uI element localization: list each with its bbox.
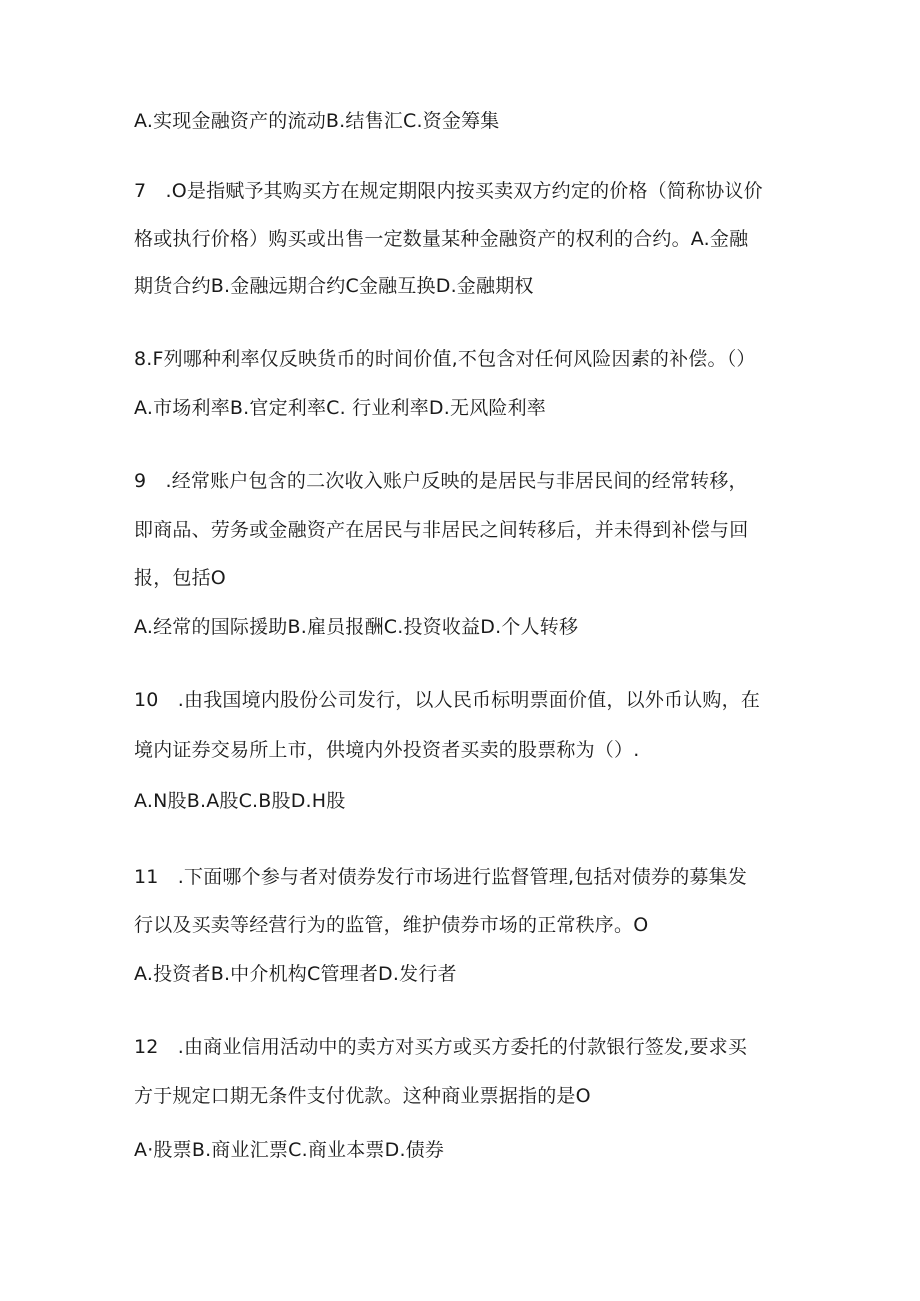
question-8-line-1: 8.F列哪种利率仅反映货币的时间价值,不包含对任何风险因素的补偿。（）: [134, 348, 756, 370]
question-11-line-1: 11 .下面哪个参与者对债券发行市场进行监督管理,包括对债券的募集发: [134, 866, 748, 888]
question-9-line-2: 即商品、劳务或金融资产在居民与非居民之间转移后，并未得到补偿与回: [134, 519, 749, 541]
question-12-line-1: 12 .由商业信用活动中的卖方对买方或买方委托的付款银行签发,要求买: [134, 1036, 748, 1058]
question-7-line-2: 格或执行价格）购买或出售一定数量某种金融资产的权利的合约。A.金融: [134, 228, 749, 250]
question-10-line-2: 境内证券交易所上市，供境内外投资者买卖的股票称为（）.: [134, 739, 640, 761]
question-7-line-3: 期货合约B.金融远期合约C金融互换D.金融期权: [134, 275, 534, 297]
answer-options-9: A.经常的国际援助B.雇员报酬C.投资收益D.个人转移: [134, 616, 579, 638]
question-9-line-1: 9 .经常账户包含的二次收入账户反映的是居民与非居民间的经常转移，: [134, 470, 748, 492]
question-7-line-1: 7 .O是指赋予其购买方在规定期限内按买卖双方约定的价格（简称协议价: [134, 180, 763, 202]
question-11-line-2: 行以及买卖等经营行为的监管，维护债券市场的正常秩序。O: [134, 914, 649, 936]
answer-options-6: A.实现金融资产的流动B.结售汇C.资金筹集: [134, 110, 500, 132]
question-9-line-3: 报，包括O: [134, 567, 226, 589]
answer-options-8: A.市场利率B.官定利率C. 行业利率D.无风险利率: [134, 397, 546, 419]
question-12-line-2: 方于规定口期无条件支付优款。这种商业票据指的是O: [134, 1085, 591, 1107]
answer-options-11: A.投资者B.中介机构C管理者D.发行者: [134, 963, 457, 985]
answer-options-12: A·股票B.商业汇票C.商业本票D.债券: [134, 1139, 445, 1161]
question-10-line-1: 10 .由我国境内股份公司发行，以人民币标明票面价值，以外币认购，在: [134, 689, 761, 711]
answer-options-10: A.N股B.A股C.B股D.H股: [134, 790, 346, 812]
